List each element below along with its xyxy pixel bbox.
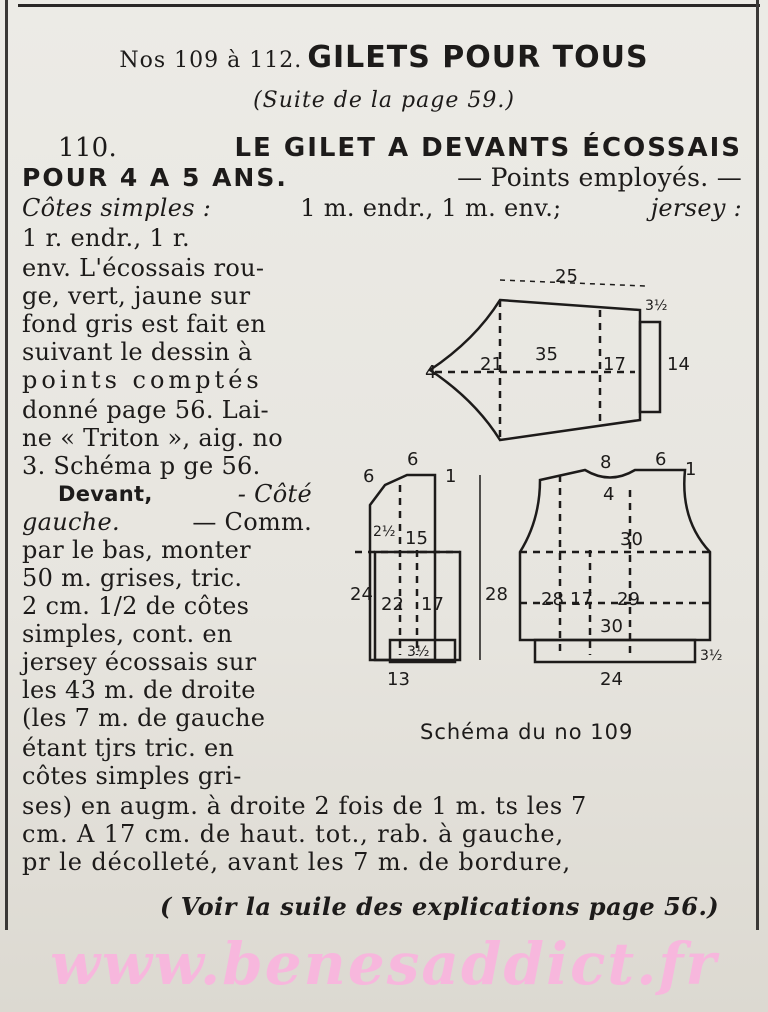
narrow-line: 3. Schéma p ge 56. [22,452,261,480]
front-right-top-label: 1 [445,466,457,487]
narrow-line: suivant le dessin à [22,338,253,366]
diagram-caption: Schéma du no 109 [420,720,634,744]
narrow-line: ge, vert, jaune sur [22,282,251,310]
narrow-line: fond gris est fait en [22,310,267,338]
sleeve-c-label: 17 [603,354,626,375]
narrow-line: simples, cont. en [22,620,233,648]
article-heading-line1 [58,134,742,162]
left-column-rule [5,0,8,930]
front-a-label: 15 [405,528,428,549]
article-heading-line2 [22,164,742,192]
knitting-schema-diagram [345,260,755,700]
back-f-label: 30 [600,616,623,637]
narrow-line: étant tjrs tric. en [22,734,235,762]
sleeve-a-label: 21 [480,354,503,375]
front-piece [355,475,480,662]
devant-label: Devant, [58,482,153,506]
narrow-line: côtes simples gri- [22,762,242,790]
front-left-top-label: 6 [363,466,375,487]
narrow-line: env. L'écossais rou- [22,254,265,282]
narrow-line: 50 m. grises, tric. [22,564,243,592]
sleeve-top-label: 25 [555,266,578,287]
header-subtitle: (Suite de la page 59.) [253,88,515,113]
narrow-line: donné page 56. Lai- [22,396,269,424]
front-mid-label: 2½ [373,524,396,540]
back-c-label: 28 [541,589,564,610]
narrow-line: par le bas, monter [22,536,251,564]
sleeve-right-label: 14 [667,354,690,375]
narrow-line: 1 r. endr., 1 r. [22,224,190,252]
front-c-label: 17 [421,594,444,615]
narrow-line: points comptés [22,366,263,394]
watermark-text: www.benesaddict.fr [50,930,718,998]
narrow-line: les 43 m. de droite [22,676,256,704]
top-rule [18,4,760,7]
header-number: Nos 109 à 112. [119,48,303,73]
narrow-line: ne « Triton », aig. no [22,424,283,452]
narrow-line: jersey écossais sur [22,648,257,676]
back-b-label: 30 [620,529,643,550]
wide-line: ses) en augm. à droite 2 fois de 1 m. ts les 7 [22,792,587,820]
article-heading-2: POUR 4 A 5 ANS. [22,163,288,192]
back-right-mark-label: 1 [685,459,697,480]
front-d-label: 3½ [407,644,430,660]
front-b-label: 22 [381,594,404,615]
back-a-label: 4 [603,484,615,505]
article-number: 110. [58,133,118,163]
continuation-note: ( Voir la suile des explications page 56.) [160,892,720,921]
header-title: GILETS POUR TOUS [307,40,649,75]
cotes-simples: Côtes simples : [22,194,212,222]
line3-middle: 1 m. endr., 1 m. env.; [300,194,562,222]
sleeve-left-label: 4 [425,362,437,383]
wide-line: pr le décolleté, avant les 7 m. de bordure, [22,848,572,876]
narrow-line: — Comm. [192,508,312,536]
points-intro: — Points employés. — [457,163,742,192]
back-right-top-label: 6 [655,449,667,470]
back-d-label: 17 [570,589,593,610]
back-bottom-label: 24 [600,669,623,690]
back-band-label: 3½ [700,648,723,664]
sleeve-cuff-label: 3½ [645,298,668,314]
narrow-line: 2 cm. 1/2 de côtes [22,592,250,620]
diagram-labels [350,266,722,690]
header [0,40,768,75]
narrow-line: (les 7 m. de gauche [22,704,266,732]
article-heading-1: LE GILET A DEVANTS ÉCOSSAIS [234,133,742,163]
front-bottom-label: 13 [387,669,410,690]
gauche-line [22,508,312,536]
right-column-rule [756,0,759,930]
jersey-label: jersey : [650,194,742,222]
devant-line [58,480,312,508]
wide-line: cm. A 17 cm. de haut. tot., rab. à gauche, [22,820,564,848]
sleeve-b-label: 35 [535,344,558,365]
article-line3 [22,194,742,222]
gauche-label: gauche. [22,508,120,536]
front-left-label: 24 [350,584,373,605]
devant-rest: - Côté [237,480,312,508]
back-e-label: 29 [617,589,640,610]
front-height-label: 28 [485,584,508,605]
front-top-label: 6 [407,449,419,470]
back-neck-label: 8 [600,452,612,473]
